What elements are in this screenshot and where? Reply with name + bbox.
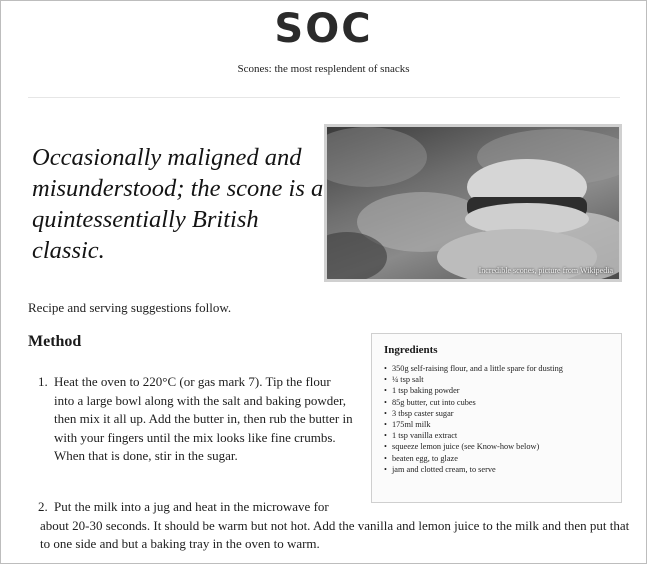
ingredient-item: • 175ml milk (384, 419, 611, 430)
step-text: Heat the oven to 220°C (or gas mark 7). Tip the flour into a large bowl along with the salt and baking powder, then mix it all up. Add the butter in, then rub the butter in with your fingers until the mix looks like fine crumbs. When that is done, stir in the sugar. (54, 374, 353, 463)
ingredient-item: • jam and clotted cream, to serve (384, 464, 611, 475)
ingredients-list (384, 363, 611, 475)
ingredient-item: • 85g butter, cut into cubes (384, 397, 611, 408)
ingredient-item: • 3 tbsp caster sugar (384, 408, 611, 419)
site-tagline: Scones: the most resplendent of snacks (237, 63, 410, 75)
ingredient-item: • 350g self-raising flour, and a little spare for dusting (384, 363, 611, 374)
intro-text: Recipe and serving suggestions follow. (28, 300, 232, 315)
ingredient-item: • squeeze lemon juice (see Know-how below) (384, 441, 611, 452)
method-step-1 (38, 373, 354, 466)
hero-image (324, 124, 622, 282)
step-text-continued: about 20-30 seconds. It should be warm but not hot. Add the vanilla and lemon juice to the milk and then put that to one side and but a baking tray in the oven to warm. (40, 517, 630, 551)
ingredient-item: • 1 tsp baking powder (384, 385, 611, 396)
ingredient-item: • ¼ tsp salt (384, 374, 611, 385)
method-step-2 (38, 498, 630, 554)
ingredient-item: • 1 tsp vanilla extract (384, 430, 611, 441)
step-text-first-line: Put the milk into a jug and heat in the microwave for (54, 499, 329, 514)
method-heading: Method (28, 333, 82, 350)
image-caption: Incredible scones, picture from Wikipedia (478, 266, 613, 275)
ingredient-item: • beaten egg, to glaze (384, 453, 611, 464)
ingredients-heading: Ingredients (384, 344, 438, 356)
site-logo[interactable] (0, 4, 647, 54)
header-divider (28, 97, 620, 98)
scones-photo (327, 127, 619, 279)
ingredients-box (371, 333, 622, 503)
step-number: 2. (38, 499, 48, 514)
step-number: 1. (38, 374, 48, 389)
logo-text: SOC (274, 6, 373, 52)
hero-headline: Occasionally maligned and misunderstood; the scone is a quintessentially British classic. (32, 144, 324, 264)
